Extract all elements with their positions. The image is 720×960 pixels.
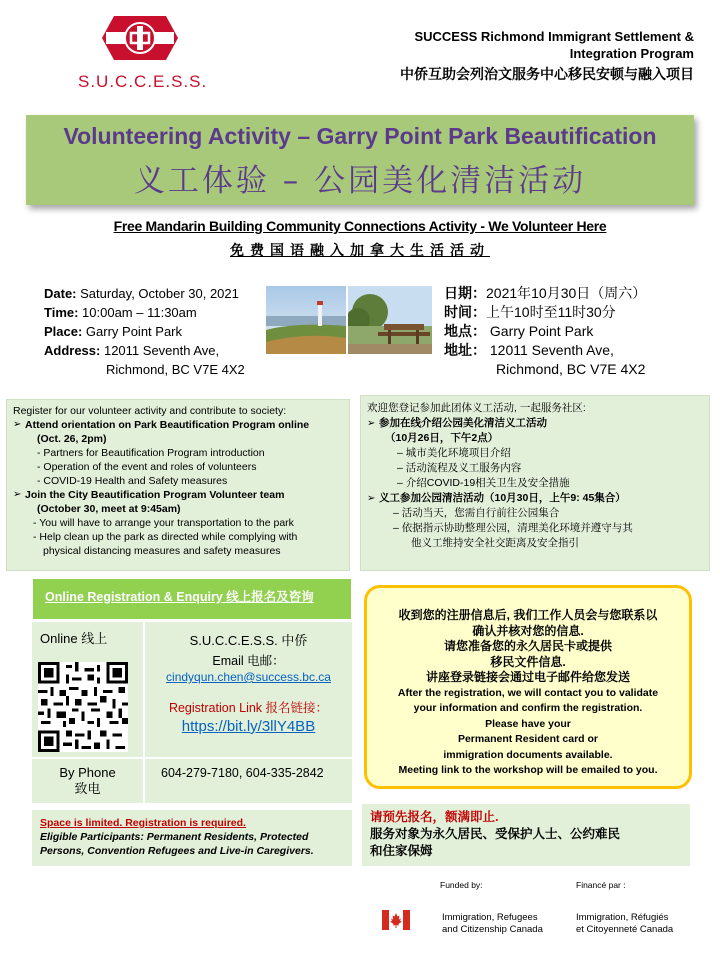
org-name-en: SUCCESS Richmond Immigrant Settlement & Integration Program xyxy=(414,29,694,61)
funded-by-label: Funded by: xyxy=(440,880,483,890)
registration-contact-cell xyxy=(145,622,352,757)
title-banner xyxy=(26,115,694,205)
canada-flag-icon xyxy=(382,910,410,930)
title-en: Volunteering Activity – Garry Point Park Beautification xyxy=(63,123,657,149)
details-en-box: Register for our volunteer activity and contribute to society: ➢ Attend orientation on Park Beautification Program online (Oct. 26, 2pm) - Partners for Beautification Program introduction - Operation of the event and roles of volunteers - COVID-19 Health and Safety measures ➢ Join the City Beautification Program Volunteer team (October 30, meet at 9:45am) - You will have to arrange your transportation to the park - Help clean up the park as directed while complying with physical distancing measures and safety measures xyxy=(6,399,350,571)
eligibility-en-box: Space is limited. Registration is required. Eligible Participants: Permanent Residents, Protected Persons, Convention Refugees and Live-in Caregivers. xyxy=(32,810,352,866)
park-picnic-table-photo xyxy=(348,286,432,354)
phone-label-cell: By Phone 致电 xyxy=(32,759,143,803)
email-link[interactable]: cindyqun.chen@success.bc.ca xyxy=(166,670,331,684)
list-item: ➢ 参加在线介绍公园美化清洁义工活动 xyxy=(367,416,703,431)
registration-header: Online Registration & Enquiry 线上报名及咨询 xyxy=(32,578,352,620)
title-zh: 义工体验 – 公园美化清洁活动 xyxy=(133,163,587,199)
subtitle-en: Free Mandarin Building Community Connections Activity - We Volunteer Here xyxy=(113,218,607,234)
registration-link[interactable]: https://bit.ly/3llY4BB xyxy=(181,718,316,735)
email-label: Email 电邮： xyxy=(212,654,285,668)
success-logo-icon xyxy=(100,14,180,62)
department-name-fr: Immigration, Réfugiés et Citoyenneté Canada xyxy=(576,912,674,935)
details-zh-box: 欢迎您登记参加此团体义工活动, 一起服务社区: ➢ 参加在线介绍公园美化清洁义工活动 （10月26日，下午2点） – 城市美化环境项目介绍 – 活动流程及义工服务内容 – 介绍COVID-19相关卫生及安全措施 ➢ 义工参加公园清洁活动（10月30日，上午9: 45集合） – 活动当天，您需自行前往公园集合 – 依据指示协助整理公园，清理美化环境并遵守与其 他义工维持安全社交距离及安全指引 xyxy=(360,395,710,571)
event-info-zh: 日期：2021年10月30日（周六） 时间：上午10时至11时30分 地点： Garry Point Park 地址： 12011 Seventh Ave, Richmond, BC V7E 4X2 xyxy=(444,285,647,377)
org-name-zh: 中侨互助会列治文服务中心移民安顿与融入项目 xyxy=(400,66,694,82)
list-item: ➢ Join the City Beautification Program Volunteer team xyxy=(13,488,343,502)
list-item: ➢ 义工参加公园清洁活动（10月30日，上午9: 45集合） xyxy=(367,491,703,506)
online-label: Online 线上 xyxy=(40,631,108,646)
department-name-en: Immigration, Refugees and Citizenship Canada xyxy=(442,912,543,935)
park-lighthouse-photo xyxy=(266,286,346,354)
phone-numbers: 604-279-7180, 604-335-2842 xyxy=(145,759,352,803)
event-info-en: Date: Saturday, October 30, 2021 Time: 10:00am – 11:30am Place: Garry Point Park Address: 12011 Seventh Ave, Richmond, BC V7E 4X2 xyxy=(44,286,245,377)
subtitle-zh: 免费国语融入加拿大生活活动 xyxy=(230,242,490,258)
eligibility-zh-box: 请预先报名，额满即止. 服务对象为永久居民、受保护人士、公约难民 和住家保姆 xyxy=(362,804,690,866)
finance-par-label: Financé par : xyxy=(576,880,626,890)
logo-text: S.U.C.C.E.S.S. xyxy=(78,72,208,91)
list-item: ➢ Attend orientation on Park Beautification Program online xyxy=(13,418,343,432)
online-cell xyxy=(32,622,143,757)
qr-code-icon[interactable] xyxy=(38,662,128,752)
registration-link-label: Registration Link 报名链接： xyxy=(168,701,329,715)
org-label: S.U.C.C.E.S.S. 中侨 xyxy=(189,633,308,648)
notice-box: 收到您的注册信息后, 我们工作人员会与您联系以 确认并核对您的信息. 请您准备您的永久居民卡或提供 移民文件信息. 讲座登录链接会通过电子邮件给您发送 After the registration, we will contact you to validate your information and confirm the registration. Please have your Permanent Resident card or immigration documents available. Meeting link to the workshop will be emailed to you. xyxy=(364,585,692,789)
funder-block xyxy=(380,868,692,952)
